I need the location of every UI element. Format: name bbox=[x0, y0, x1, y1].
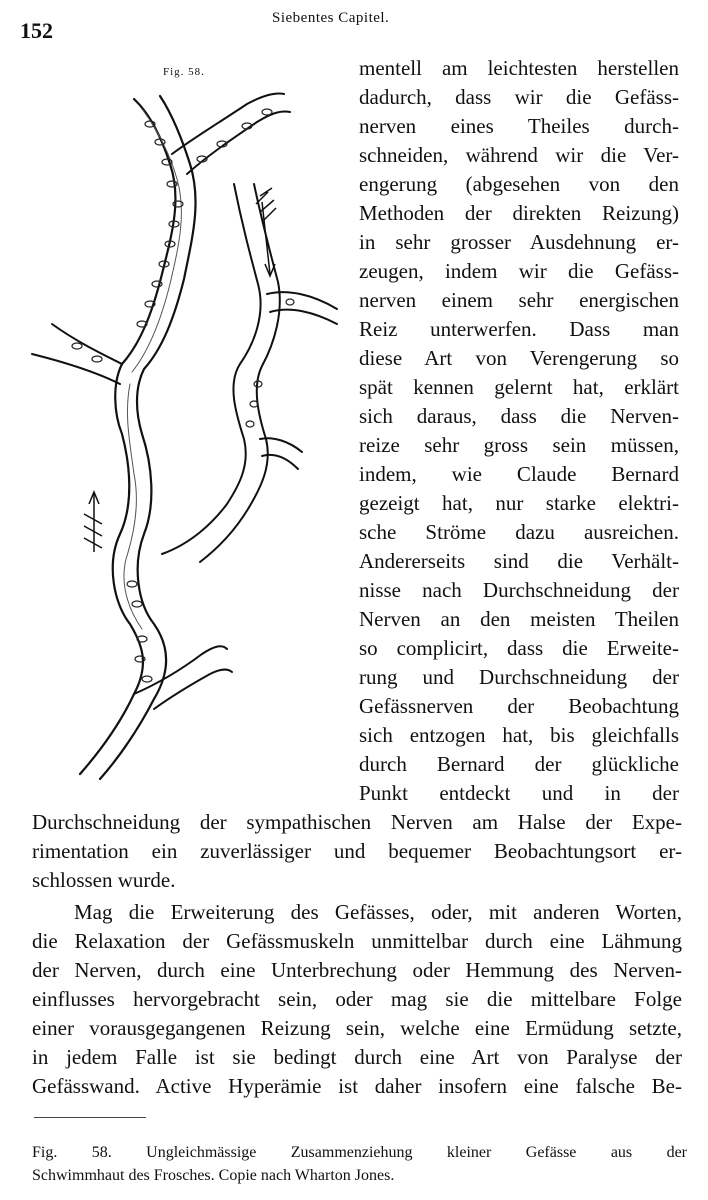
text-line: Nerven an den meisten Theilen bbox=[359, 607, 679, 631]
figure-label: Fig. 58. bbox=[163, 66, 205, 78]
text-line: nisse nach Durchschneidung der bbox=[359, 578, 679, 602]
text-line: Gefässwand. Active Hyperämie ist daher insofern eine falsche Be- bbox=[32, 1074, 682, 1098]
text-line: Mag die Erweiterung des Gefässes, oder, mit anderen Worten, bbox=[74, 900, 682, 924]
column-text bbox=[359, 54, 679, 808]
text-line: Durchschneidung der sympathischen Nerven am Halse der Expe- bbox=[32, 810, 682, 834]
text-line: der Nerven, durch eine Unterbrechung oder Hemmung des Nerven- bbox=[32, 958, 682, 982]
text-line: Reiz unterwerfen. Dass man bbox=[359, 317, 679, 341]
text-line: nerven eines Theiles durch- bbox=[359, 114, 679, 138]
text-line: Methoden der direkten Reizung) bbox=[359, 201, 679, 225]
text-line: rimentation ein zuverlässiger und bequemer Beobachtungsort er- bbox=[32, 839, 682, 863]
text-line: die Relaxation der Gefässmuskeln unmittelbar durch eine Lähmung bbox=[32, 929, 682, 953]
figure-caption bbox=[32, 1141, 687, 1187]
paragraph-continuation bbox=[32, 808, 682, 895]
text-line: engerung (abgesehen von den bbox=[359, 172, 679, 196]
text-line: sche Ströme dazu ausreichen. bbox=[359, 520, 679, 544]
text-line: zeugen, indem wir die Gefäss- bbox=[359, 259, 679, 283]
text-line: Gefässnerven der Beobachtung bbox=[359, 694, 679, 718]
text-line: sich entzogen hat, bis gleichfalls bbox=[359, 723, 679, 747]
text-line: rung und Durchschneidung der bbox=[359, 665, 679, 689]
text-line: in jedem Falle ist sie bedingt durch eine Art von Paralyse der bbox=[32, 1045, 682, 1069]
text-line: durch Bernard der glückliche bbox=[359, 752, 679, 776]
text-line: dadurch, dass wir die Gefäss- bbox=[359, 85, 679, 109]
vessel-illustration bbox=[22, 84, 342, 794]
text-line: Andererseits sind die Verhält- bbox=[359, 549, 679, 573]
text-line: reize sehr gross sein müssen, bbox=[359, 433, 679, 457]
text-line: diese Art von Verengerung so bbox=[359, 346, 679, 370]
caption-line: Fig. 58. Ungleichmässige Zusammenziehung kleiner Gefässe aus der bbox=[32, 1144, 687, 1161]
text-line: schlossen wurde. bbox=[32, 868, 176, 892]
text-line: einer vorausgegangenen Reizung sein, welche eine Ermüdung setzte, bbox=[32, 1016, 682, 1040]
text-line: in sehr grosser Ausdehnung er- bbox=[359, 230, 679, 254]
text-line: nerven einem sehr energischen bbox=[359, 288, 679, 312]
page-number: 152 bbox=[20, 18, 53, 43]
text-line: so complicirt, dass die Erweite- bbox=[359, 636, 679, 660]
text-line: gezeigt hat, nur starke elektri- bbox=[359, 491, 679, 515]
text-line: spät kennen gelernt hat, erklärt bbox=[359, 375, 679, 399]
text-line: mentell am leichtesten herstellen bbox=[359, 56, 679, 80]
caption-line: Schwimmhaut des Frosches. Copie nach Wharton Jones. bbox=[32, 1167, 395, 1184]
running-title: Siebentes Capitel. bbox=[272, 10, 390, 26]
text-line: Punkt entdeckt und in der bbox=[359, 781, 679, 805]
paragraph-2 bbox=[32, 898, 682, 1101]
text-line: einflusses hervorgebracht sein, oder mag sie die mittelbare Folge bbox=[32, 987, 682, 1011]
text-line: sich daraus, dass die Nerven- bbox=[359, 404, 679, 428]
footnote-rule bbox=[34, 1117, 146, 1118]
text-line: indem, wie Claude Bernard bbox=[359, 462, 679, 486]
text-line: schneiden, während wir die Ver- bbox=[359, 143, 679, 167]
